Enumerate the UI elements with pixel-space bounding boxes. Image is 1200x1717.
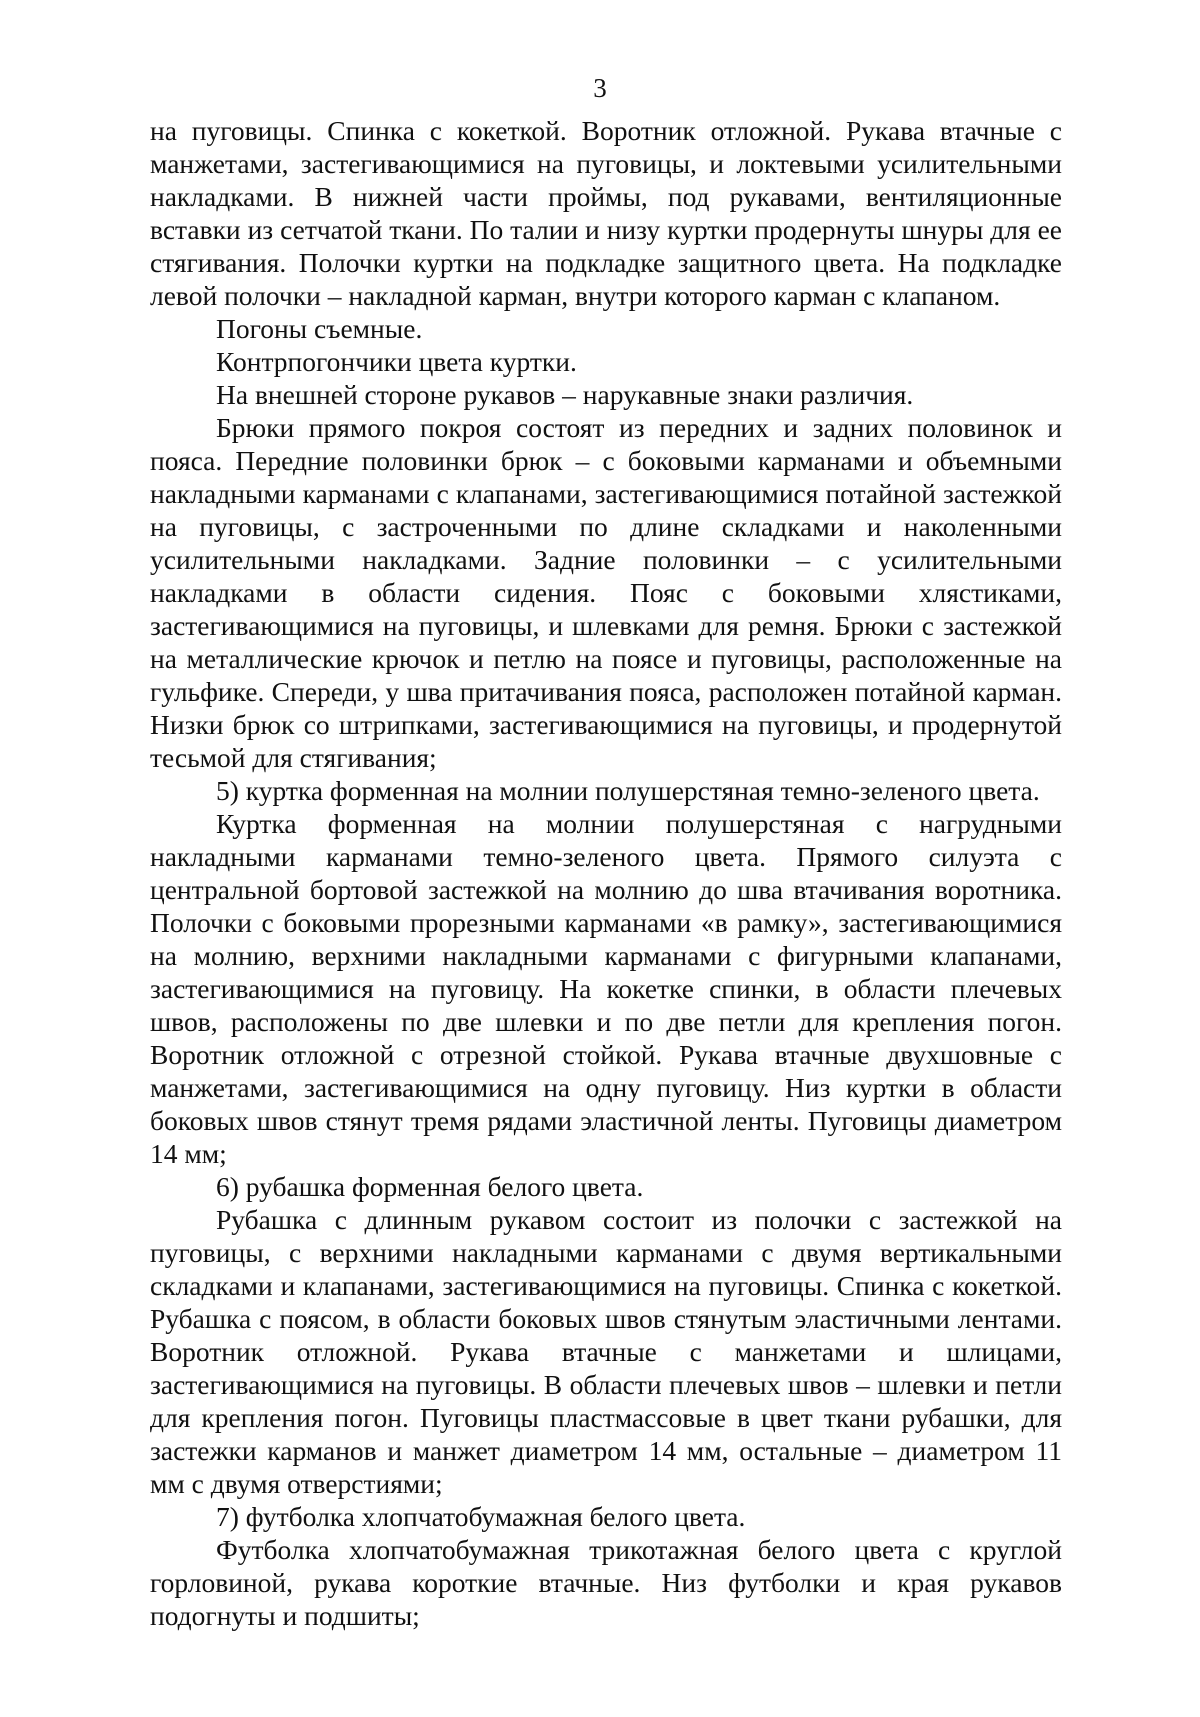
paragraph-shirt: Рубашка с длинным рукавом состоит из полочки с застежкой на пуговицы, с верхними накладными карманами с двумя вертикальными складками и клапанами, застегивающимися на пуговицы. Спинка с кокеткой. Рубашка с поясом, в области боковых швов стянутым эластичными лентами. Воротник отложной. Рукава втачные с манжетами и шлицами, застегивающимися на пуговицы. В области плечевых швов – шлевки и петли для крепления погон. Пуговицы пластмассовые в цвет ткани рубашки, для застежки карманов и манжет диаметром 14 мм, остальные – диаметром 11 мм с двумя отверстиями; xyxy=(150,1204,1062,1499)
paragraph-item-7-heading: 7) футболка хлопчатобумажная белого цвета. xyxy=(216,1501,746,1532)
paragraph-sleeve-insignia: На внешней стороне рукавов – нарукавные знаки различия. xyxy=(216,379,914,410)
paragraph-counter-epaulettes: Контрпогончики цвета куртки. xyxy=(216,346,577,377)
paragraph-jacket-continuation: на пуговицы. Спинка с кокеткой. Воротник отложной. Рукава втачные с манжетами, застегивающимися на пуговицы, и локтевыми усилительными накладками. В нижней части проймы, под рукавами, вентиляционные вставки из сетчатой ткани. По талии и низу куртки продернуты шнуры для ее стягивания. Полочки куртки на подкладке защитного цвета. На подкладке левой полочки – накладной карман, внутри которого карман с клапаном. xyxy=(150,115,1062,311)
paragraph-item-6-heading: 6) рубашка форменная белого цвета. xyxy=(216,1171,644,1202)
page-number: 3 xyxy=(593,73,607,103)
paragraph-zip-jacket: Куртка форменная на молнии полушерстяная с нагрудными накладными карманами темно-зеленого цвета. Прямого силуэта с центральной бортовой застежкой на молнию до шва втачивания воротника. Полочки с боковыми прорезными карманами «в рамку», застегивающимися на молнию, верхними накладными карманами с фигурными клапанами, застегивающимися на пуговицу. На кокетке спинки, в области плечевых швов, расположены по две шлевки и по две петли для крепления погон. Воротник отложной с отрезной стойкой. Рукава втачные двухшовные с манжетами, застегивающимися на одну пуговицу. Низ куртки в области боковых швов стянут тремя рядами эластичной ленты. Пуговицы диаметром 14 мм; xyxy=(150,808,1062,1169)
paragraph-item-5-heading: 5) куртка форменная на молнии полушерстяная темно-зеленого цвета. xyxy=(216,775,1040,806)
paragraph-epaulettes: Погоны съемные. xyxy=(216,313,423,344)
document-body xyxy=(150,114,1062,1632)
paragraph-trousers: Брюки прямого покроя состоят из передних и задних половинок и пояса. Передние половинки брюк – с боковыми карманами и объемными накладными карманами с клапанами, застегивающимися потайной застежкой на пуговицы, с застроченными по длине складками и наколенными усилительными накладками. Задние половинки – с усилительными накладками в области сидения. Пояс с боковыми хлястиками, застегивающимися на пуговицы, и шлевками для ремня. Брюки с застежкой на металлические крючок и петлю на поясе и пуговицы, расположенные на гульфике. Спереди, у шва притачивания пояса, расположен потайной карман. Низки брюк со штрипками, застегивающимися на пуговицы, и продернутой тесьмой для стягивания; xyxy=(150,412,1062,773)
paragraph-tshirt: Футболка хлопчатобумажная трикотажная белого цвета с круглой горловиной, рукава короткие втачные. Низ футболки и края рукавов подогнуты и подшиты; xyxy=(150,1534,1062,1631)
